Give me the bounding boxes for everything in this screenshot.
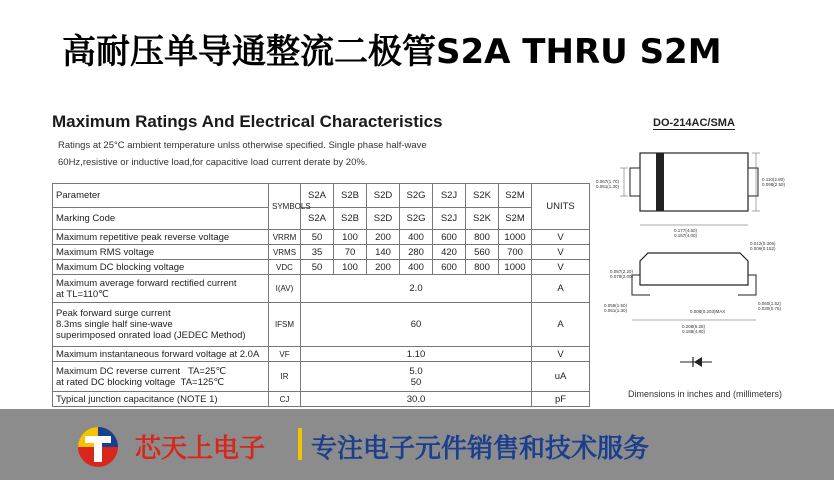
unit-cell: uA — [532, 362, 590, 392]
dim-thickness: 0.008(0.203)MAX — [690, 309, 726, 314]
symbol-cell: VF — [269, 347, 301, 362]
param-label: Maximum RMS voltage — [53, 245, 269, 260]
unit-cell: pF — [532, 392, 590, 407]
table-row — [53, 275, 590, 303]
marking-row — [53, 208, 590, 230]
unit-cell: V — [532, 230, 590, 245]
param-line: Maximum DC reverse current — [56, 365, 181, 377]
dim-pad: 0.051(1.30) — [604, 308, 628, 313]
dim-foot: 0.060(1.52) — [758, 301, 782, 306]
table-row — [53, 392, 590, 407]
marking-code: S2J — [433, 208, 466, 230]
condition-label: TA=25℃ — [187, 365, 227, 377]
symbol-cell: IR — [269, 362, 301, 392]
value-cell: 1000 — [499, 260, 532, 275]
value-cell: 2.0 — [301, 275, 532, 303]
table-row — [53, 230, 590, 245]
dim-lead-width: 0.067(1.70) — [596, 179, 620, 184]
dim-body-height: 0.098(2.50) — [762, 182, 786, 187]
marking-code: S2K — [466, 208, 499, 230]
dim-body-height: 0.110(2.80) — [762, 177, 785, 182]
value-cell: 70 — [334, 245, 367, 260]
value-cell: 200 — [367, 230, 400, 245]
value-cell: 1000 — [499, 230, 532, 245]
lead-left — [630, 168, 640, 196]
condition-label: TA=125℃ — [180, 376, 225, 388]
marking-code: S2D — [367, 208, 400, 230]
value-cell: 560 — [466, 245, 499, 260]
param-line: Maximum average forward rectified current — [56, 277, 237, 289]
value-cell: 50 — [301, 230, 334, 245]
marking-code: S2M — [499, 208, 532, 230]
dim-overall: 0.208(5.28) — [682, 324, 706, 329]
symbol-cell: CJ — [269, 392, 301, 407]
package-title: DO-214AC/SMA — [653, 117, 735, 129]
table-row — [53, 347, 590, 362]
value-cell: 420 — [433, 245, 466, 260]
lead-right — [748, 168, 758, 196]
marking-header: Marking Code — [53, 208, 269, 230]
value-cell: 700 — [499, 245, 532, 260]
value-cell: 800 — [466, 230, 499, 245]
unit-cell: A — [532, 303, 590, 347]
param-label: Typical junction capacitance (NOTE 1) — [53, 392, 269, 407]
marking-code: S2G — [400, 208, 433, 230]
model-header: S2B — [334, 184, 367, 208]
banner-company-name: 芯天上电子 — [135, 434, 266, 464]
param-line: Peak forward surge current — [56, 308, 171, 319]
model-header: S2G — [400, 184, 433, 208]
param-label — [53, 275, 269, 303]
dim-lead-width: 0.051(1.30) — [596, 184, 620, 189]
value-cell: 140 — [367, 245, 400, 260]
param-label — [53, 362, 269, 392]
marking-code: S2A — [301, 208, 334, 230]
dim-body-width: 0.157(4.00) — [674, 233, 698, 238]
symbol-cell: VRRM — [269, 230, 301, 245]
dim-lead-thickness: 0.012(0.305) — [750, 241, 776, 246]
param-label — [53, 303, 269, 347]
cathode-band — [656, 153, 664, 211]
header-row — [53, 184, 590, 208]
company-logo-icon — [76, 425, 120, 469]
section-title: Maximum Ratings And Electrical Characteristics — [52, 112, 443, 131]
dim-foot: 0.030(0.76) — [758, 306, 782, 311]
param-line: superimposed onrated load (JEDEC Method) — [56, 330, 246, 341]
value-cell: 35 — [301, 245, 334, 260]
param-label: Maximum repetitive peak reverse voltage — [53, 230, 269, 245]
dim-body-width: 0.177(4.50) — [674, 228, 698, 233]
value-cell: 30.0 — [301, 392, 532, 407]
value-line: 5.0 — [409, 365, 423, 377]
value-cell — [301, 362, 532, 392]
banner-separator — [298, 428, 302, 460]
ratings-note-2: 60Hz,resistive or inductive load,for capacitive load current derate by 20%. — [58, 157, 368, 168]
symbol-cell: IFSM — [269, 303, 301, 347]
model-header: S2A — [301, 184, 334, 208]
diode-symbol-arrow — [694, 357, 702, 367]
symbol-cell: I(AV) — [269, 275, 301, 303]
param-label: Maximum instantaneous forward voltage at 2.0A — [53, 347, 269, 362]
package-outline-drawing — [590, 135, 790, 385]
unit-cell: V — [532, 260, 590, 275]
param-label: Maximum DC blocking voltage — [53, 260, 269, 275]
model-header: S2K — [466, 184, 499, 208]
symbol-cell: VDC — [269, 260, 301, 275]
value-cell: 60 — [301, 303, 532, 347]
model-header: S2M — [499, 184, 532, 208]
dimension-caption: Dimensions in inches and (millimeters) — [628, 389, 783, 399]
value-cell: 200 — [367, 260, 400, 275]
dim-pad: 0.059(1.50) — [604, 303, 628, 308]
value-cell: 100 — [334, 230, 367, 245]
value-cell: 600 — [433, 230, 466, 245]
table-row — [53, 303, 590, 347]
value-line: 50 — [410, 376, 422, 388]
ratings-note-1: Ratings at 25°C ambient temperature unlss otherwise specified. Single phase half-wave — [58, 140, 427, 151]
table-row — [53, 362, 590, 392]
param-line: at rated DC blocking voltage — [56, 376, 176, 388]
value-cell: 400 — [400, 230, 433, 245]
table-row — [53, 260, 590, 275]
symbol-cell: VRMS — [269, 245, 301, 260]
param-line: at TL=110℃ — [56, 288, 109, 300]
units-header: UNITS — [532, 184, 590, 230]
model-header: S2D — [367, 184, 400, 208]
value-cell: 1.10 — [301, 347, 532, 362]
dim-overall: 0.188(4.80) — [682, 329, 706, 334]
model-header: S2J — [433, 184, 466, 208]
value-cell: 280 — [400, 245, 433, 260]
value-cell: 400 — [400, 260, 433, 275]
dim-lead-thickness: 0.006(0.152) — [750, 246, 776, 251]
page-title: 高耐压单导通整流二极管S2A THRU S2M — [62, 32, 722, 72]
unit-cell: V — [532, 245, 590, 260]
ratings-table — [52, 183, 590, 407]
unit-cell: A — [532, 275, 590, 303]
value-cell: 50 — [301, 260, 334, 275]
value-cell: 600 — [433, 260, 466, 275]
value-cell: 800 — [466, 260, 499, 275]
table-row — [53, 245, 590, 260]
dim-height: 0.087(2.20) — [610, 269, 634, 274]
package-side-view — [640, 253, 748, 285]
marking-code: S2B — [334, 208, 367, 230]
param-header: Parameter — [53, 184, 269, 208]
param-line: 8.3ms single half sine-wave — [56, 319, 173, 330]
banner-slogan: 专注电子元件销售和技术服务 — [311, 434, 650, 464]
value-cell: 100 — [334, 260, 367, 275]
symbols-header: SYMBOLS — [269, 184, 301, 230]
unit-cell: V — [532, 347, 590, 362]
dim-height: 0.079(2.00) — [610, 274, 634, 279]
